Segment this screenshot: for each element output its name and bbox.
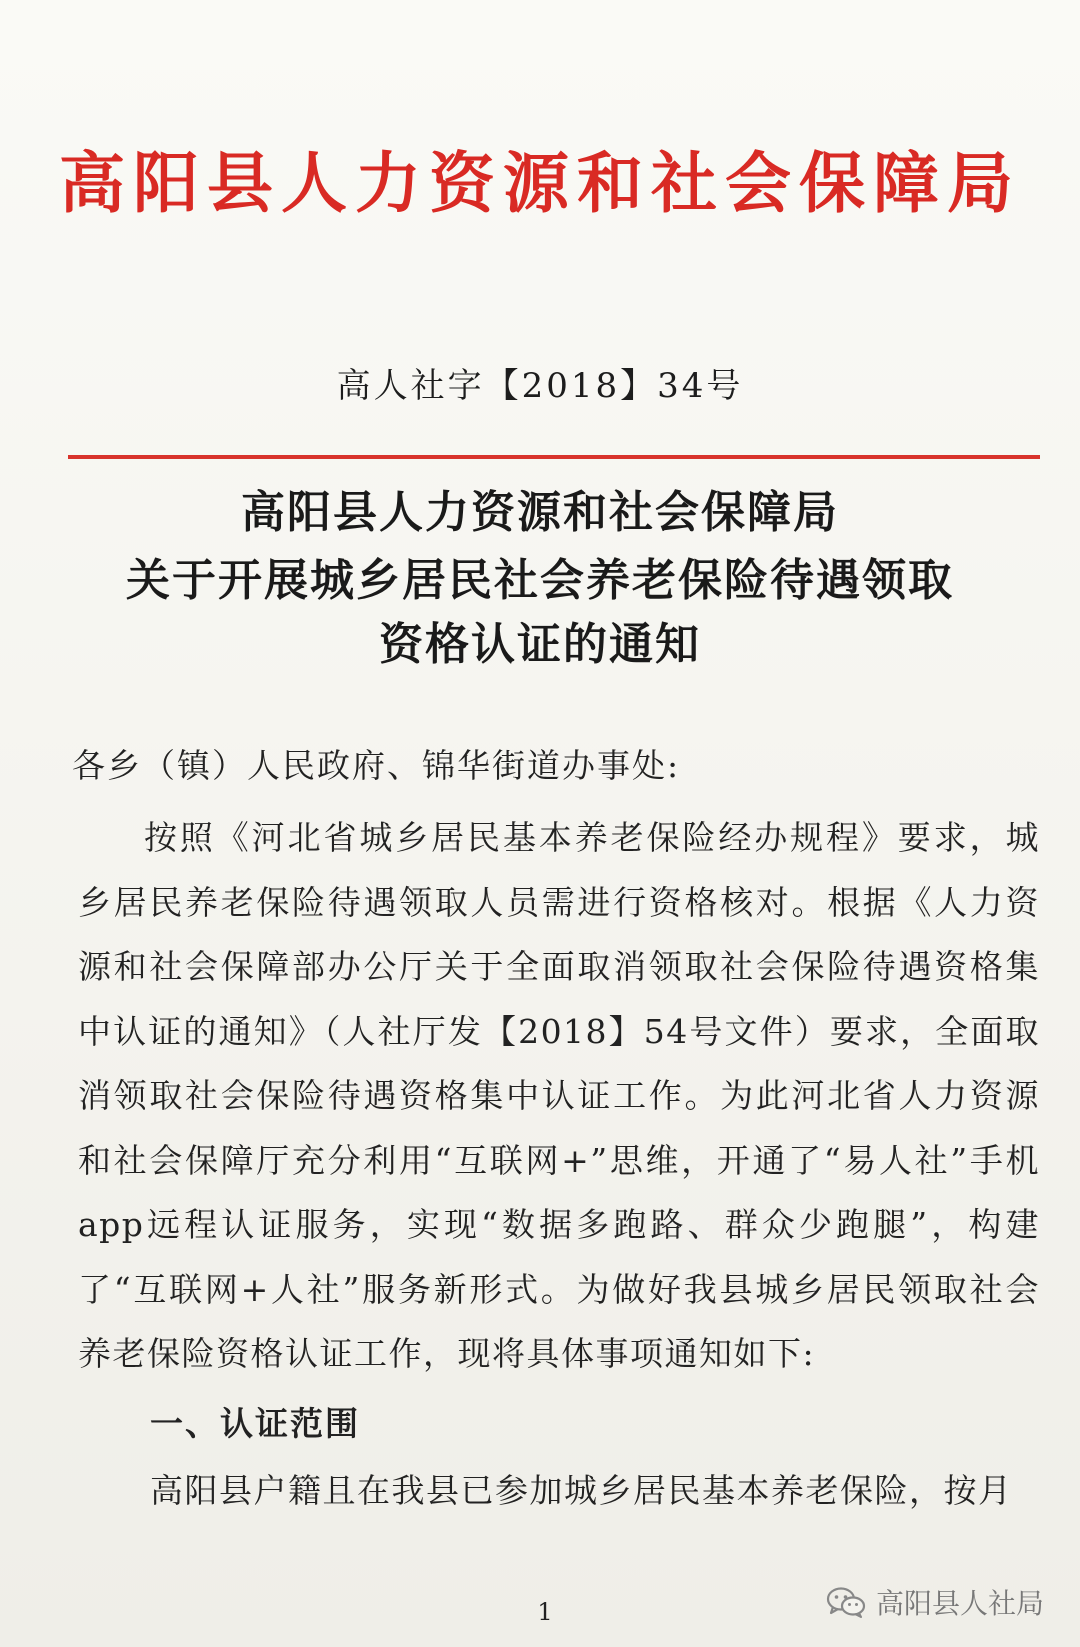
issuing-authority-header: 高阳县人力资源和社会保障局 bbox=[59, 144, 1021, 222]
notice-title-line-3: 资格认证的通知 bbox=[379, 619, 701, 670]
body-paragraph: 按照《河北省城乡居民基本养老保险经办规程》要求，城乡居民养老保险待遇领取人员需进行资格核对。根据《人力资源和社会保障部办公厅关于全面取消领取社会保险待遇资格集中认证的通知》（人社厅发【2018】54号文件）要求，全面取消领取社会保险待遇资格集中认证工作。为此河北省人力资源和社会保障厅充分利用“互联网+”思维，开通了“易人社”手机app远程认证服务，实现“数据多跑路、群众少跑腿”，构建了“互联网+人社”服务新形式。为做好我县城乡居民领取社会养老保险资格认证工作，现将具体事项通知如下: bbox=[78, 818, 1040, 1373]
page-number: 1 bbox=[537, 1598, 553, 1626]
document-number: 高人社字【2018】34号 bbox=[336, 366, 744, 406]
section-1-text: 高阳县户籍且在我县已参加城乡居民基本养老保险，按月 bbox=[150, 1471, 1013, 1510]
red-divider-line bbox=[68, 455, 1040, 459]
salutation: 各乡（镇）人民政府、锦华街道办事处: bbox=[72, 746, 681, 785]
wechat-watermark bbox=[826, 1582, 1044, 1622]
notice-title-line-2: 关于开展城乡居民社会养老保险待遇领取 bbox=[126, 555, 954, 606]
watermark-account-name: 高阳县人社局 bbox=[875, 1587, 1044, 1620]
section-1-heading: 一、认证范围 bbox=[150, 1404, 360, 1443]
wechat-icon bbox=[826, 1586, 866, 1618]
notice-title-line-1: 高阳县人力资源和社会保障局 bbox=[241, 487, 839, 538]
